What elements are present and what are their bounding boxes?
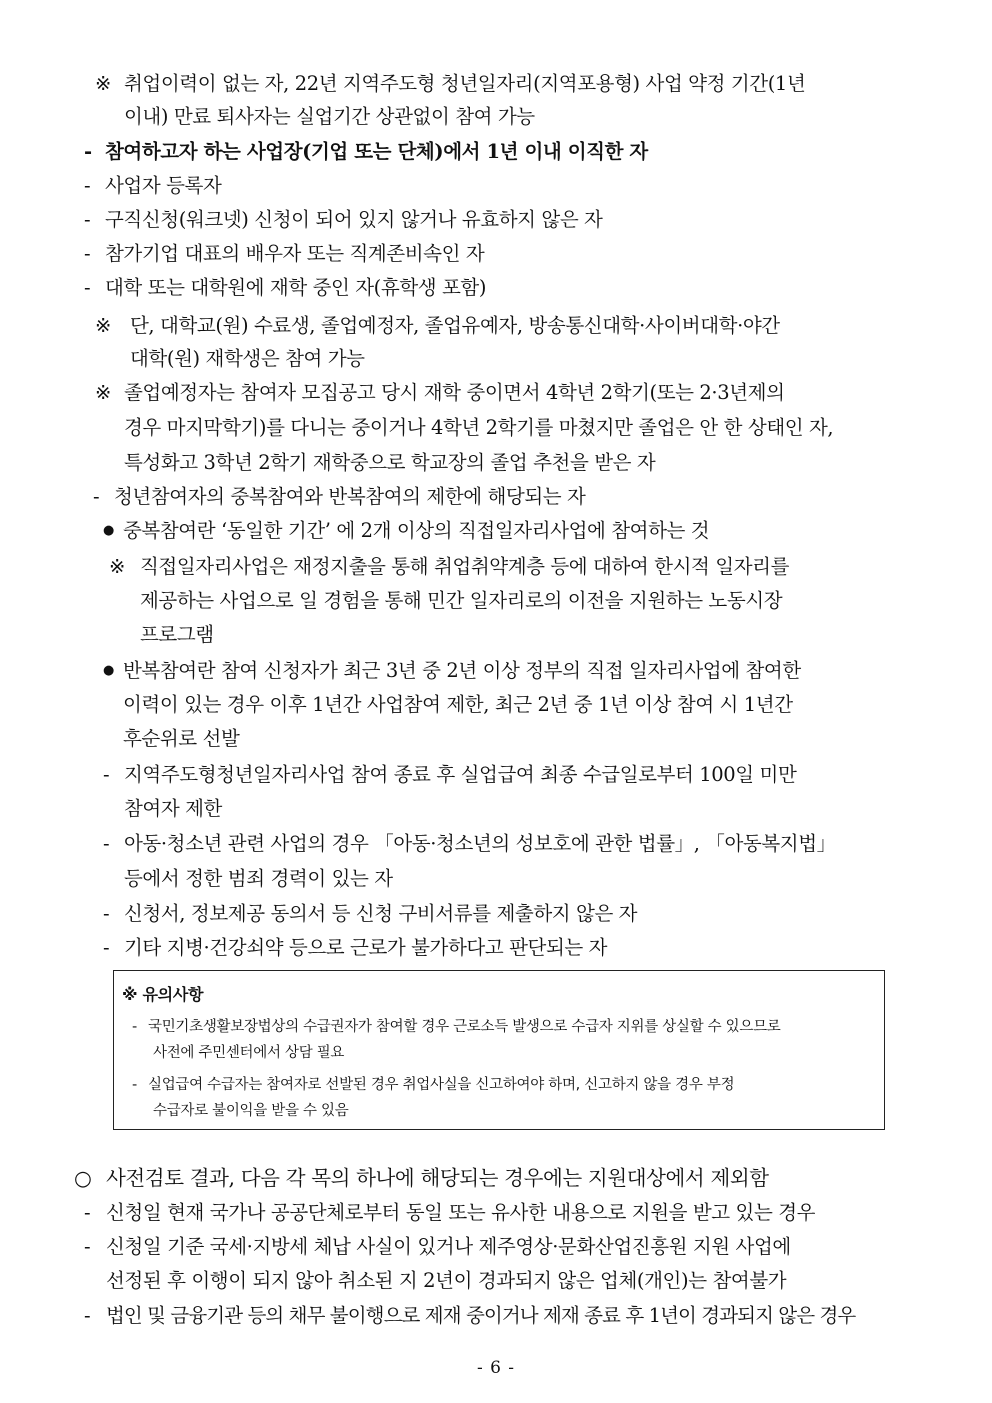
dash-marker: - [84, 174, 91, 197]
notice-item-cont: 수급자로 불이익을 받을 수 있음 [153, 1103, 349, 1119]
dash-marker: - [132, 1019, 137, 1035]
circle-marker: ○ [74, 1166, 92, 1190]
reference-mark: ※ [95, 314, 111, 337]
note-line-cont: 이내) 만료 퇴사자는 실업기간 상관없이 참여 가능 [124, 105, 535, 128]
review-item-cont: 선정된 후 이행이 되지 않아 취소된 지 2년이 경과되지 않은 업체(개인)는 참여불가 [106, 1269, 787, 1292]
bullet-item-cont: 후순위로 선발 [123, 727, 240, 750]
dash-marker: - [132, 1077, 137, 1093]
notice-title: ※ 유의사항 [122, 985, 204, 1004]
exclusion-item-cont: 등에서 정한 범죄 경력이 있는 자 [124, 867, 393, 890]
dash-marker: - [103, 936, 110, 959]
note-line-cont: 특성화고 3학년 2학기 재학중으로 학교장의 졸업 추천을 받은 자 [124, 451, 656, 474]
reference-mark: ※ [95, 72, 111, 95]
reference-mark: ※ [95, 381, 111, 404]
bullet-item-cont: 이력이 있는 경우 이후 1년간 사업참여 제한, 최근 2년 중 1년 이상 참여 시 1년간 [123, 693, 793, 716]
notice-box: ※ 유의사항 - 국민기초생활보장법상의 수급권자가 참여할 경우 근로소득 발생으로 수급자 지위를 상실할 수 있으므로 사전에 주민센터에서 상담 필요 - 실업급여 수급자는 참여자로 선발된 경우 취업사실을 신고하여야 하며, 신고하지 않을 경우 부정 수급자로 불이익을 받을 수 있음 [113, 970, 885, 1130]
note-line-cont: 제공하는 사업으로 일 경험을 통해 민간 일자리로의 이전을 지원하는 노동시장 [140, 589, 783, 612]
reference-mark: ※ [109, 555, 125, 578]
bullet-icon: ● [103, 663, 114, 678]
dash-marker: - [84, 140, 92, 163]
page-number: - 6 - [476, 1358, 516, 1378]
note-line-cont: 프로그램 [140, 623, 214, 646]
dash-marker: - [84, 208, 91, 231]
notice-item-cont: 사전에 주민센터에서 상담 필요 [153, 1045, 345, 1061]
dash-marker: - [84, 242, 91, 265]
dash-marker: - [84, 1235, 91, 1258]
dash-marker: - [103, 832, 110, 855]
dash-marker: - [84, 1201, 91, 1224]
note-line-cont: 대학(원) 재학생은 참여 가능 [130, 347, 365, 370]
dash-marker: - [93, 485, 100, 508]
dash-marker: - [84, 276, 91, 299]
exclusion-item-cont: 참여자 제한 [124, 797, 222, 820]
note-line-cont: 경우 마지막학기)를 다니는 중이거나 4학년 2학기를 마쳤지만 졸업은 안 한 상태인 자, [124, 416, 834, 439]
dash-marker: - [103, 763, 110, 786]
bullet-icon: ● [103, 523, 114, 538]
dash-marker: - [84, 1304, 90, 1327]
dash-marker: - [103, 902, 110, 925]
